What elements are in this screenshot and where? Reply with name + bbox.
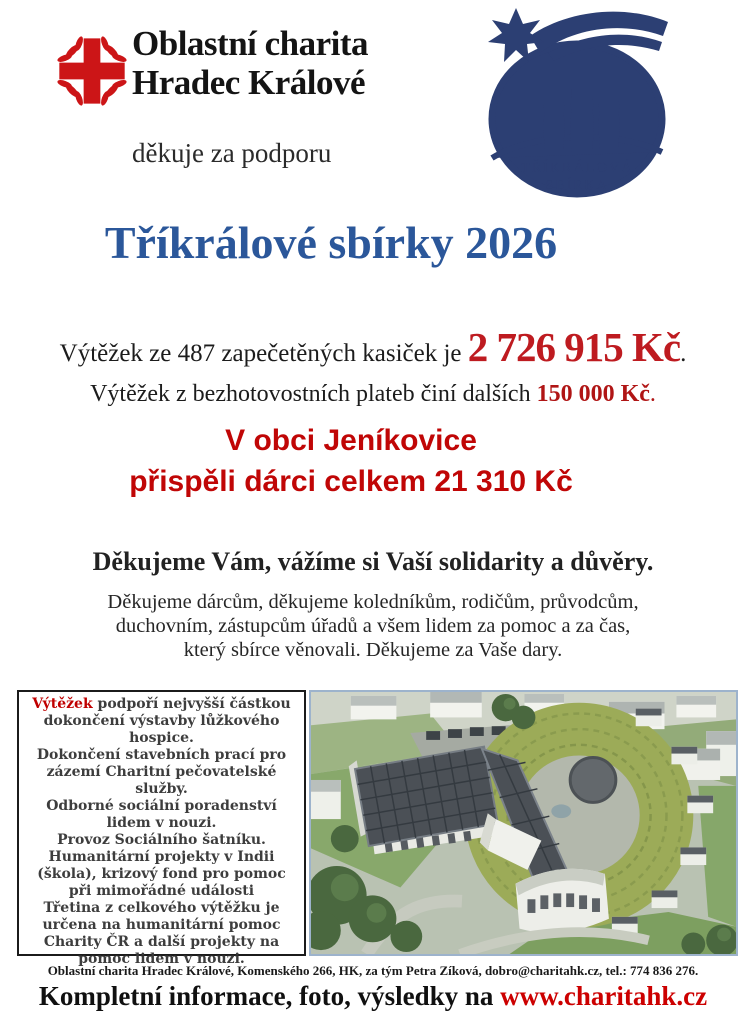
tks-logo-text-line1: TŘÍKRÁLOVÁ bbox=[520, 160, 634, 176]
thanks-paragraph-line2: duchovním, zástupcům úřadů a všem lidem za pomoc a za čas, bbox=[115, 615, 631, 637]
municipality-line2: přispěli dárci celkem 21 310 Kč bbox=[129, 465, 573, 498]
footer-info-line bbox=[0, 981, 746, 1012]
hospice-aerial-photo bbox=[309, 690, 738, 956]
footer-contact-line: Oblastní charita Hradec Králové, Komenského 266, HK, za tým Petra Zíková, dobro@charitahk.cz, tel.: 774 836 276. bbox=[47, 963, 699, 978]
tks-logo-text-line2: SBÍRKA bbox=[545, 178, 609, 193]
usage-item-text: podpoří nejvyšší částkou dokončení výstavby lůžkového hospice. bbox=[43, 696, 291, 746]
main-amount: 2 726 915 Kč bbox=[467, 324, 681, 370]
results-line1-period: . bbox=[680, 340, 687, 367]
thanks-paragraph bbox=[0, 590, 746, 662]
usage-item: Odborné sociální poradenství lidem v nouzi. bbox=[46, 798, 277, 831]
tagline: děkuje za podporu bbox=[132, 138, 332, 168]
usage-box bbox=[17, 690, 306, 967]
page-title: Tříkrálové sbírky 2026 bbox=[104, 217, 558, 268]
usage-item: Humanitární projekty v Indii (škola), krizový fond pro pomoc při mimořádné události bbox=[37, 849, 286, 899]
usage-item: Dokončení stavebních prací pro zázemí Charitní pečovatelské služby. bbox=[36, 747, 287, 797]
thanks-paragraph-line1: Děkujeme dárcům, děkujeme koledníkům, rodičům, průvodcům, bbox=[107, 591, 639, 613]
results-block bbox=[0, 324, 746, 409]
results-line2-period: . bbox=[649, 381, 656, 407]
usage-item: Provoz Sociálního šatníku. bbox=[57, 832, 266, 848]
results-line-1 bbox=[0, 324, 746, 377]
usage-item: Třetina z celkového výtěžku je určena na humanitární pomoc Charity ČR a další projekty na pomoc lidem v nouzi. bbox=[42, 900, 281, 967]
secondary-amount: 150 000 Kč bbox=[536, 381, 650, 407]
hospice-photo-illustration bbox=[311, 692, 736, 954]
org-name-line2: Hradec Králové bbox=[132, 63, 366, 102]
municipality-heading bbox=[0, 420, 724, 502]
website-link[interactable]: www.charitahk.cz bbox=[500, 981, 708, 1011]
org-name bbox=[132, 24, 368, 102]
thanks-paragraph-line3: který sbírce věnovali. Děkujeme za Vaše dary. bbox=[183, 639, 563, 661]
trikralova-sbirka-logo-icon bbox=[476, 0, 680, 198]
municipality-line1: V obci Jeníkovice bbox=[225, 424, 477, 457]
footer-info-text: Kompletní informace, foto, výsledky na bbox=[38, 981, 501, 1011]
results-line1-text: Výtěžek ze 487 zapečetěných kasiček je bbox=[59, 340, 468, 367]
results-line2-text: Výtěžek z bezhotovostních plateb činí dalších bbox=[90, 381, 537, 407]
thanks-headline: Děkujeme Vám, vážíme si Vaší solidarity a důvěry. bbox=[92, 547, 654, 576]
org-name-line1: Oblastní charita bbox=[132, 24, 369, 63]
usage-item bbox=[29, 696, 294, 747]
caritas-flame-cross-icon bbox=[54, 32, 130, 110]
usage-highlight: Výtěžek bbox=[32, 696, 93, 712]
results-line-2 bbox=[0, 379, 746, 409]
bottom-section bbox=[17, 690, 738, 967]
